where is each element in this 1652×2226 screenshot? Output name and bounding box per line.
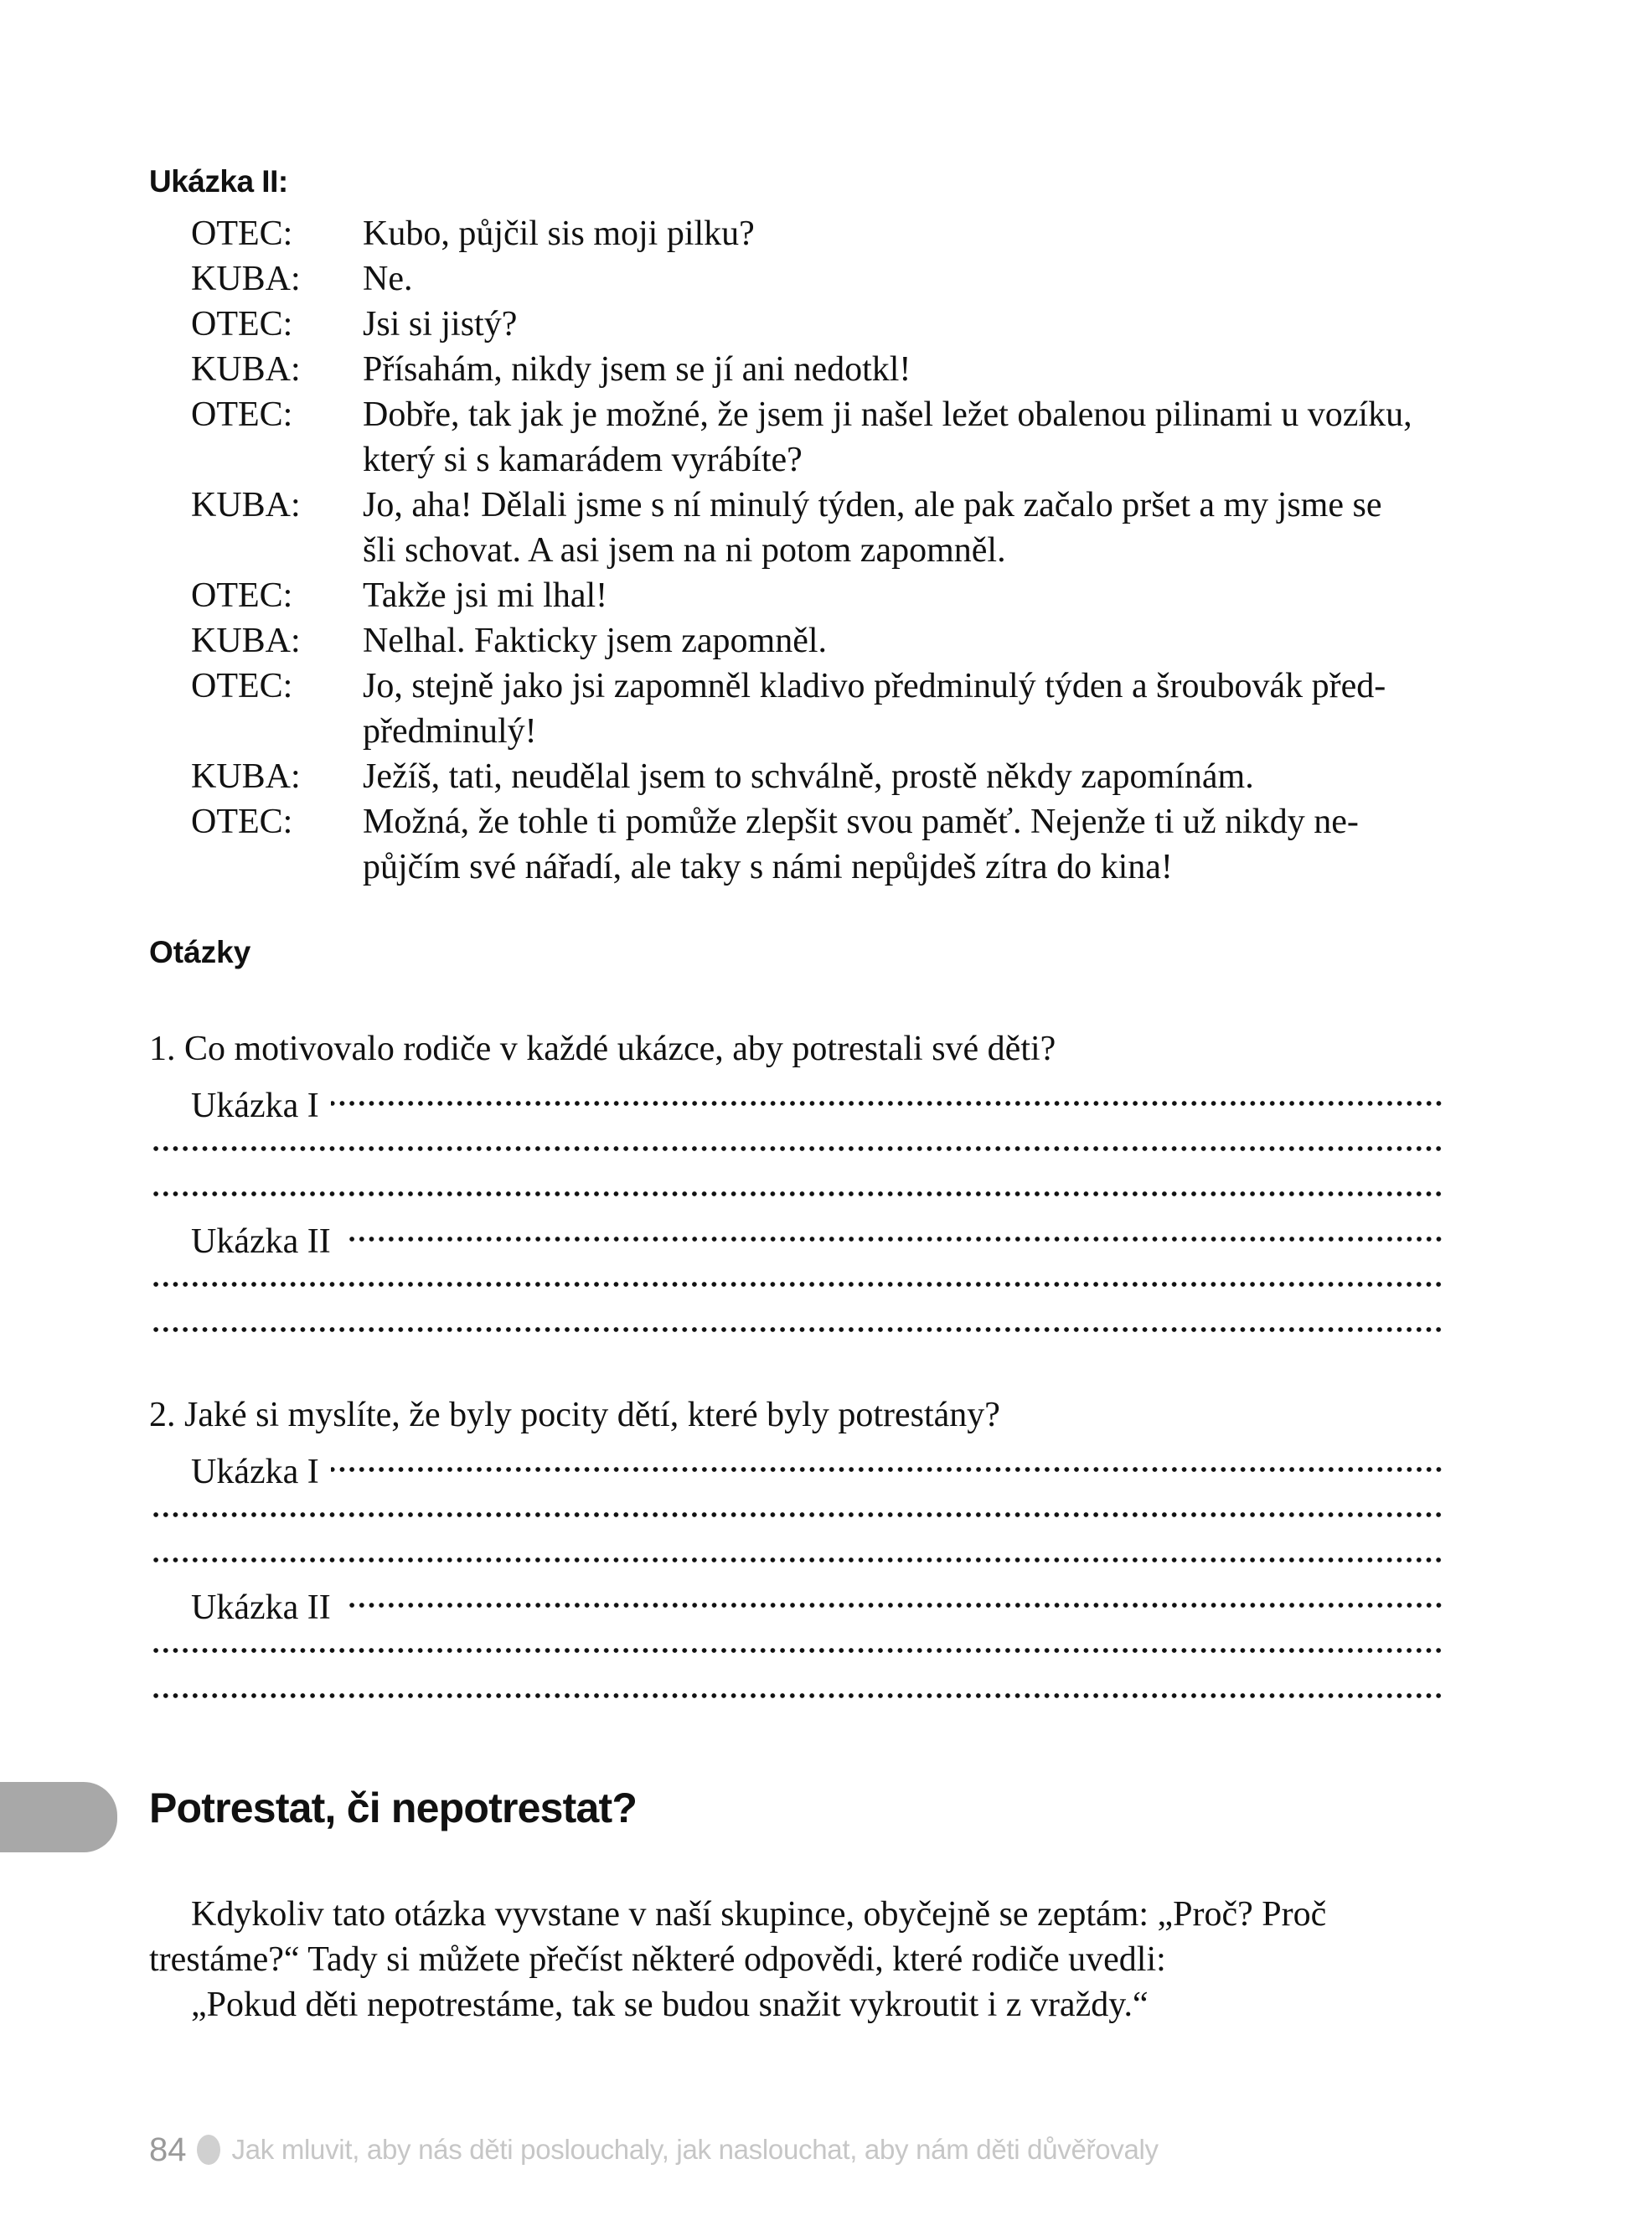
dialogue-text: Jo, stejně jako jsi zapomněl kladivo předminulý týden a šroubovák před- (363, 667, 1386, 705)
dialogue-text: Jo, aha! Dělali jsme s ní minulý týden, ale pak začalo pršet a my jsme se (363, 486, 1382, 524)
dialogue-text: Nelhal. Fakticky jsem zapomněl. (363, 622, 828, 660)
dialogue-text: půjčím své nářadí, ale taky s námi nepůjdeš zítra do kina! (363, 848, 1173, 886)
sample-heading: Ukázka II: (149, 164, 288, 199)
answer-blank-line[interactable] (331, 1072, 1443, 1117)
dialogue-line (191, 664, 1464, 754)
answer-label: Ukázka I (191, 1087, 319, 1125)
dialogue-text: Přísahám, nikdy jsem se jí ani nedotkl! (363, 350, 911, 389)
dialogue-line (191, 302, 1464, 347)
speaker-label: OTEC: (191, 667, 293, 705)
page-number: 84 (149, 2130, 187, 2168)
speaker-label: KUBA: (191, 486, 301, 524)
answer-blank-line[interactable] (149, 1252, 1443, 1298)
answer-label: Ukázka I (191, 1453, 319, 1491)
body-paragraph (149, 1892, 1456, 2027)
dialogue-text: šli schovat. A asi jsem na ni potom zapomněl. (363, 531, 1006, 570)
dialogue-line (191, 256, 1464, 302)
dialogue-line (191, 799, 1464, 890)
paragraph-line: trestáme?“ Tady si můžete přečíst některé odpovědi, které rodiče uvedli: (149, 1940, 1166, 1979)
answer-blank-line[interactable] (349, 1207, 1443, 1252)
answer-blank-line[interactable] (331, 1438, 1443, 1483)
dialogue-line (191, 211, 1464, 256)
answer-blank-line[interactable] (149, 1664, 1443, 1709)
chapter-tab-marker (0, 1782, 117, 1852)
answer-blank-line[interactable] (349, 1573, 1443, 1619)
dialogue-line (191, 754, 1464, 799)
answer-blank-line[interactable] (149, 1483, 1443, 1528)
answer-blank-line[interactable] (149, 1162, 1443, 1207)
questions-heading: Otázky (149, 935, 251, 969)
answer-blank-line[interactable] (149, 1117, 1443, 1162)
answer-label: Ukázka II (191, 1222, 331, 1261)
dialogue-text: Takže jsi mi lhal! (363, 576, 608, 615)
dialogue-text: Dobře, tak jak je možné, že jsem ji našel ležet obalenou pilinami u vozíku, (363, 395, 1412, 434)
dialogue-text: předminulý! (363, 712, 537, 751)
answer-blank-line[interactable] (149, 1298, 1443, 1343)
dialogue-line (191, 392, 1464, 483)
dialogue-text: Kubo, půjčil sis moji pilku? (363, 214, 755, 253)
page-footer (149, 2129, 1159, 2171)
dialogue-text: Ježíš, tati, neudělal jsem to schválně, prostě někdy zapomínám. (363, 757, 1254, 796)
speaker-label: KUBA: (191, 622, 301, 660)
dialogue-line (191, 573, 1464, 618)
speaker-label: KUBA: (191, 350, 301, 389)
speaker-label: KUBA: (191, 757, 301, 796)
paragraph-line: „Pokud děti nepotrestáme, tak se budou snažit vykroutit i z vraždy.“ (191, 1986, 1149, 2024)
dialogue-text: Jsi si jistý? (363, 305, 518, 343)
answer-label: Ukázka II (191, 1588, 331, 1627)
speaker-label: OTEC: (191, 803, 293, 841)
question-1 (149, 1026, 1443, 1343)
speaker-label: KUBA: (191, 260, 301, 298)
speaker-label: OTEC: (191, 576, 293, 615)
section-heading: Potrestat, či nepotrestat? (149, 1784, 638, 1831)
answer-blank-line[interactable] (149, 1619, 1443, 1664)
dialogue (191, 211, 1464, 890)
question-2 (149, 1392, 1443, 1709)
speaker-label: OTEC: (191, 214, 293, 253)
speaker-label: OTEC: (191, 395, 293, 434)
dialogue-text: který si s kamarádem vyrábíte? (363, 441, 803, 479)
dialogue-line (191, 347, 1464, 392)
speaker-label: OTEC: (191, 305, 293, 343)
dialogue-text: Možná, že tohle ti pomůže zlepšit svou paměť. Nejenže ti už nikdy ne- (363, 803, 1359, 841)
dialogue-text: Ne. (363, 260, 413, 298)
bullet-dot-icon (197, 2135, 220, 2165)
running-title: Jak mluvit, aby nás děti poslouchaly, jak naslouchat, aby nám děti důvěřovaly (231, 2134, 1159, 2165)
answer-blank-line[interactable] (149, 1528, 1443, 1573)
question-text: 2. Jaké si myslíte, že byly pocity dětí, které byly potrestány? (149, 1396, 1000, 1434)
paragraph-line: Kdykoliv tato otázka vyvstane v naší skupince, obyčejně se zeptám: „Proč? Proč (191, 1895, 1327, 1934)
dialogue-line (191, 483, 1464, 573)
dialogue-line (191, 618, 1464, 664)
question-text: 1. Co motivovalo rodiče v každé ukázce, aby potrestali své děti? (149, 1030, 1056, 1068)
